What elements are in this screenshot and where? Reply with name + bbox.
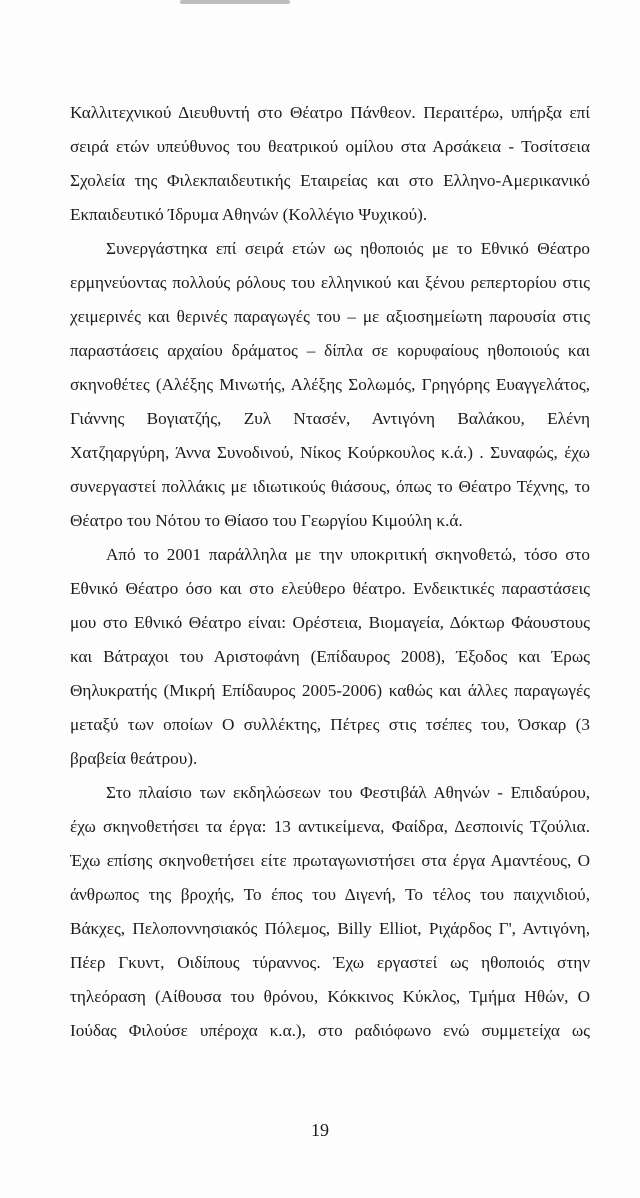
text-line: μου στο Εθνικό Θέατρο είναι: Ορέστεια, Βιομαγεία, Δόκτωρ Φάουστους bbox=[70, 613, 590, 632]
text-line: Εκπαιδευτικό Ίδρυμα Αθηνών (Κολλέγιο Ψυχικού). bbox=[70, 205, 428, 224]
text-line: σκηνοθέτες (Αλέξης Μινωτής, Αλέξης Σολωμός, Γρηγόρης Ευαγγελάτος, bbox=[70, 375, 590, 394]
text-line: παραστάσεις αρχαίου δράματος – δίπλα σε κορυφαίους ηθοποιούς και bbox=[70, 341, 590, 360]
scan-edge-artifact bbox=[180, 0, 290, 4]
text-line: Συνεργάστηκα επί σειρά ετών ως ηθοποιός με το Εθνικό Θέατρο bbox=[106, 239, 590, 258]
text-line: χειμερινές και θερινές παραγωγές του – με αξιοσημείωτη παρουσία στις bbox=[70, 307, 590, 326]
text-line: άνθρωπος της βροχής, Το έπος του Διγενή, Το τέλος του παιχνιδιού, bbox=[70, 885, 590, 904]
page-number: 19 bbox=[311, 1120, 329, 1140]
text-line: τηλεόραση (Αίθουσα του θρόνου, Κόκκινος Κύκλος, Τμήμα Ηθών, Ο bbox=[70, 987, 590, 1006]
text-line: Θηλυκρατής (Μικρή Επίδαυρος 2005-2006) καθώς και άλλες παραγωγές bbox=[70, 681, 590, 700]
body-text bbox=[70, 96, 590, 1048]
text-line: Σχολεία της Φιλεκπαιδευτικής Εταιρείας και στο Ελληνο-Αμερικανικό bbox=[70, 171, 590, 190]
text-line: ερμηνεύοντας πολλούς ρόλους του ελληνικού και ξένου ρεπερτορίου στις bbox=[70, 273, 590, 292]
text-line: Γιάννης Βογιατζής, Ζυλ Ντασέν, Αντιγόνη Βαλάκου, Ελένη bbox=[70, 409, 590, 428]
text-line: Χατζηαργύρη, Άννα Συνοδινού, Νίκος Κούρκουλος κ.ά.) . Συναφώς, έχω bbox=[70, 443, 590, 462]
text-line: έχω σκηνοθετήσει τα έργα: 13 αντικείμενα, Φαίδρα, Δεσποινίς Τζούλια. bbox=[70, 817, 590, 836]
text-line: Βάκχες, Πελοποννησιακός Πόλεμος, Billy Elliot, Ριχάρδος Γ', Αντιγόνη, bbox=[70, 919, 590, 938]
text-line: μεταξύ των οποίων Ο συλλέκτης, Πέτρες στις τσέπες του, Όσκαρ (3 bbox=[70, 715, 590, 734]
text-line: βραβεία θεάτρου). bbox=[70, 749, 198, 768]
text-line: Στο πλαίσιο των εκδηλώσεων του Φεστιβάλ Αθηνών - Επιδαύρου, bbox=[106, 783, 590, 802]
text-line: σειρά ετών υπεύθυνος του θεατρικού ομίλου στα Αρσάκεια - Τοσίτσεια bbox=[70, 137, 590, 156]
text-line: και Βάτραχοι του Αριστοφάνη (Επίδαυρος 2008), Έξοδος και Έρως bbox=[70, 647, 590, 666]
text-line: Έχω επίσης σκηνοθετήσει είτε πρωταγωνιστήσει στα έργα Αμαντέους, Ο bbox=[70, 851, 590, 870]
text-line: Θέατρο του Νότου το Θίασο του Γεωργίου Κιμούλη κ.ά. bbox=[70, 511, 463, 530]
text-line: Εθνικό Θέατρο όσο και στο ελεύθερο θέατρο. Ενδεικτικές παραστάσεις bbox=[70, 579, 590, 598]
text-line: συνεργαστεί πολλάκις με ιδιωτικούς θιάσους, όπως το Θέατρο Τέχνης, το bbox=[70, 477, 590, 496]
text-line: Πέερ Γκυντ, Οιδίπους τύραννος. Έχω εργαστεί ως ηθοποιός στην bbox=[70, 953, 590, 972]
text-line: Ιούδας Φιλούσε υπέροχα κ.α.), στο ραδιόφωνο ενώ συμμετείχα ως bbox=[70, 1021, 590, 1040]
text-line: Καλλιτεχνικού Διευθυντή στο Θέατρο Πάνθεον. Περαιτέρω, υπήρξα επί bbox=[70, 103, 590, 122]
text-line: Από το 2001 παράλληλα με την υποκριτική σκηνοθετώ, τόσο στο bbox=[106, 545, 590, 564]
